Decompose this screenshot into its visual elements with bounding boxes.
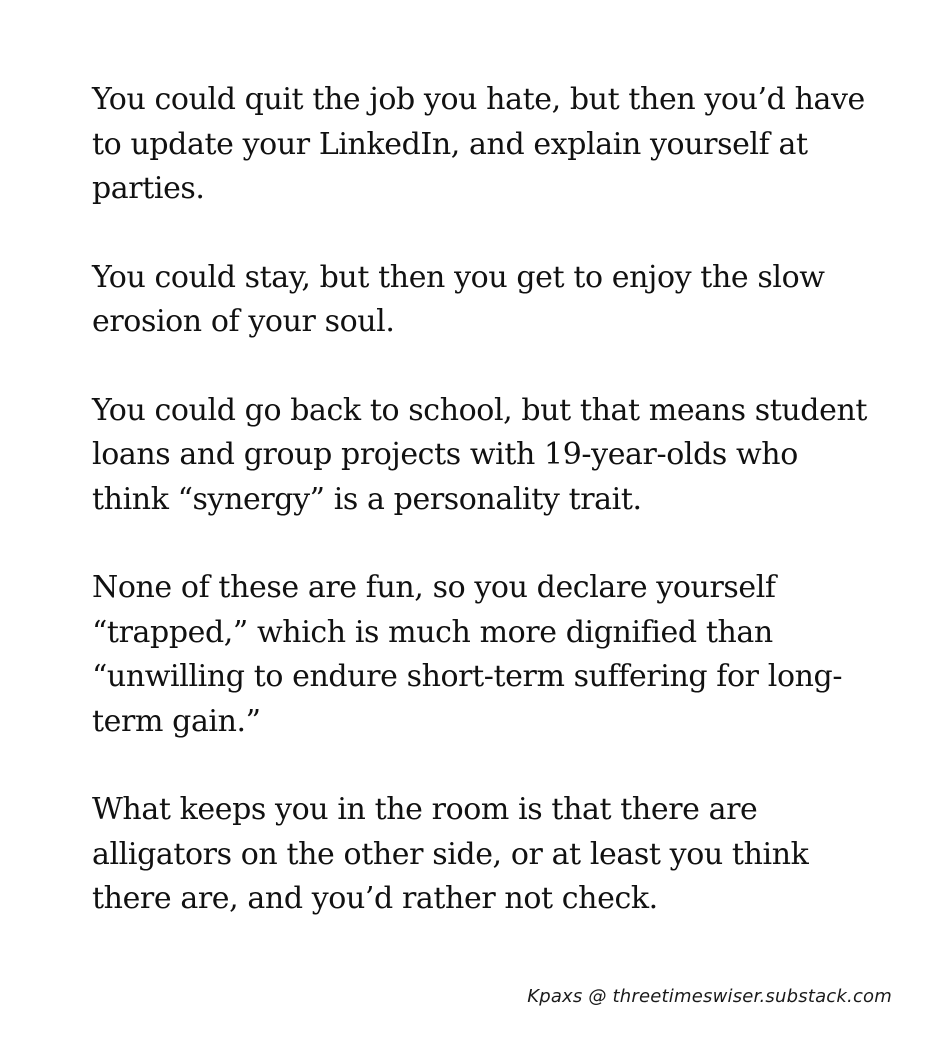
paragraph-3: You could go back to school, but that means student loans and group projects with 19-year-olds who think “synergy” is a personality trait. (92, 392, 868, 517)
paragraph-5: What keeps you in the room is that there are alligators on the other side, or at least you think there are, and you’d rather not check. (92, 792, 809, 916)
paragraph-2: You could stay, but then you get to enjoy the slow erosion of your soul. (92, 259, 825, 339)
paragraph-4: None of these are fun, so you declare yourself “trapped,” which is much more dignified than “unwilling to endure short-term suffering for long-term gain.” (92, 570, 843, 739)
author-signature: Kpaxs @ threetimeswiser.substack.com (527, 986, 892, 1007)
essay-text (92, 78, 882, 966)
paragraph-1: You could quit the job you hate, but then you’d have to update your LinkedIn, and explain yourself at parties. (92, 82, 865, 206)
